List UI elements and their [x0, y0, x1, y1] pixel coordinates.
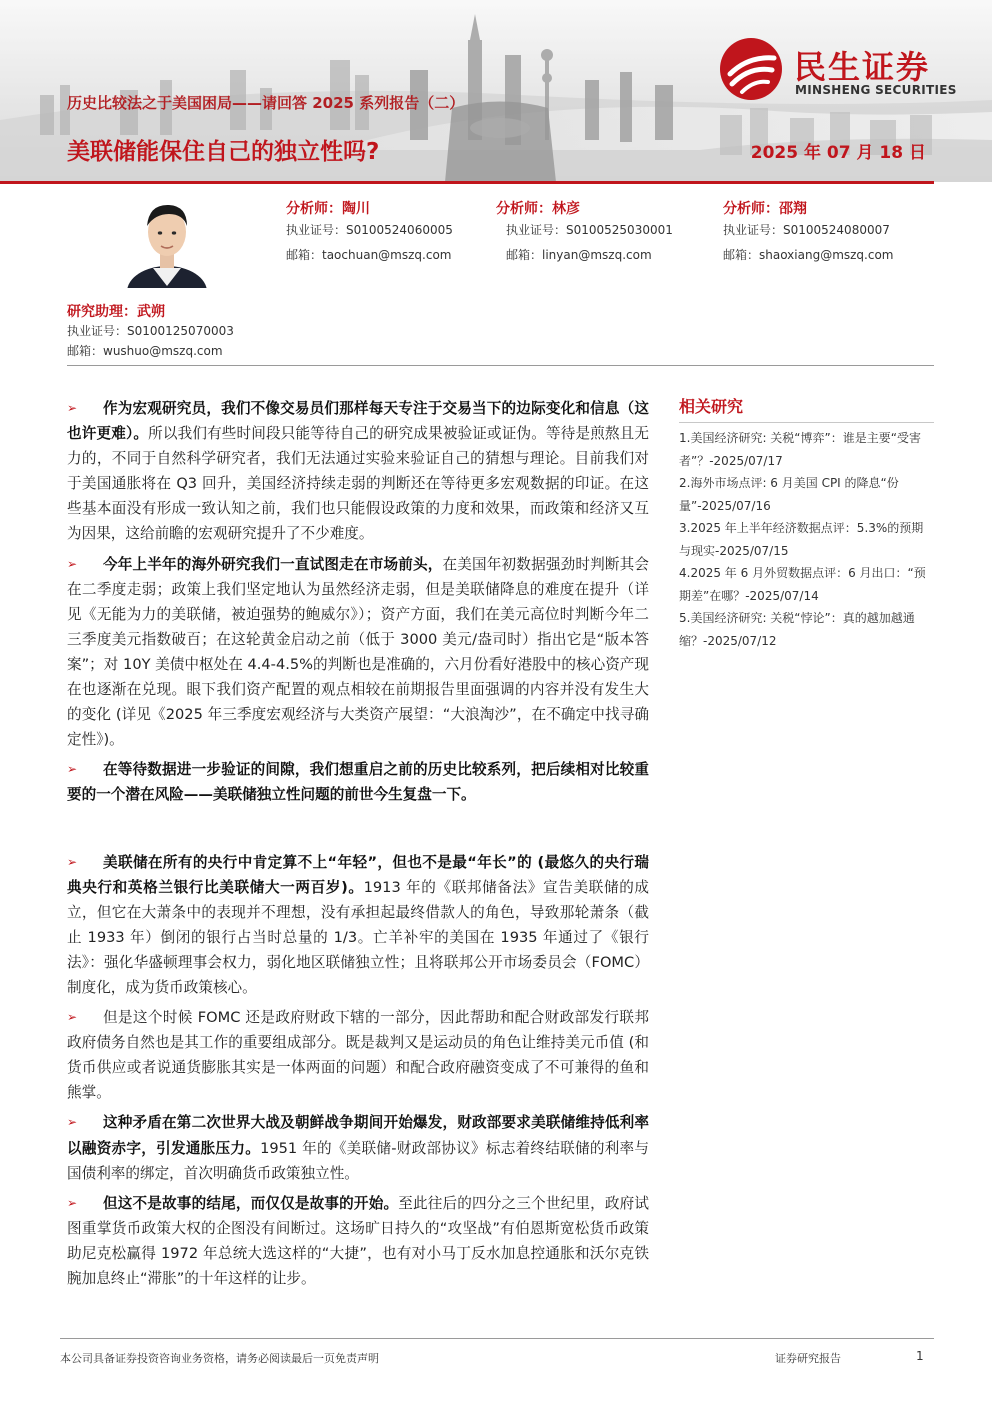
- footer-disclaimer: 本公司具备证券投资咨询业务资格，请务必阅读最后一页免责声明: [60, 1352, 379, 1365]
- page-number: 1: [916, 1349, 924, 1363]
- paragraph-lead: 作为宏观研究员，我们不像交易员们那样每天专注于交易当下的边际变化和信息（这也许更难）。: [67, 400, 649, 443]
- footer-doc-type: 证券研究报告: [775, 1352, 841, 1365]
- header-divider: [0, 181, 934, 184]
- header-banner: [0, 0, 992, 182]
- section-divider: [67, 365, 934, 366]
- paragraph: [67, 1191, 649, 1291]
- analyst-license: 执业证号：S0100524060005: [286, 223, 453, 237]
- paragraph-text: 至此往后的四分之三个世纪里，政府试图重掌货币政策大权的企图没有间断过。这场旷日持久的“攻坚战”有伯恩斯宽松货币政策助尼克松赢得 1972 年总统大选这样的“大捷”，也有对小马丁反水加息控通胀和沃尔克铁腕加息终止“滞胀”的十年这样的让步。: [67, 1194, 649, 1287]
- paragraph: [67, 1110, 649, 1185]
- bullet-arrow-icon: ➢: [67, 1195, 78, 1210]
- paragraph: [67, 552, 649, 753]
- related-research-sidebar: [679, 396, 934, 652]
- analyst-name: 分析师：陶川: [286, 201, 370, 217]
- report-series: 历史比较法之于美国困局——请回答 2025 系列报告（二）: [67, 94, 465, 112]
- assistant-email: 邮箱：wushuo@mszq.com: [67, 344, 223, 358]
- analyst-name: 分析师：林彦: [496, 201, 580, 217]
- related-research-item[interactable]: 1.美国经济研究: 关税“博弈”：谁是主要“受害者”？-2025/07/17: [679, 431, 921, 468]
- related-research-title: 相关研究: [679, 396, 934, 423]
- paragraph-lead: 美联储在所有的央行中肯定算不上“年轻”，但也不是最“年长”的 (最悠久的央行瑞典央行和英格兰银行比美联储大一两百岁)。: [67, 853, 649, 896]
- assistant-license: 执业证号：S0100125070003: [67, 324, 234, 338]
- minsheng-logo: [718, 36, 968, 102]
- paragraph: [67, 1005, 649, 1105]
- paragraph-lead: 在等待数据进一步验证的间隙，我们想重启之前的历史比较系列，把后续相对比较重要的一个潜在风险——美联储独立性问题的前世今生复盘一下。: [67, 761, 649, 804]
- minsheng-logo-icon: [718, 36, 784, 102]
- paragraph-text: 1951 年的《美联储-财政部协议》标志着终结联储的利率与国债利率的绑定，首次明确货币政策独立性。: [67, 1139, 649, 1182]
- analyst-block-1: [286, 200, 453, 268]
- bullet-arrow-icon: ➢: [67, 1010, 78, 1025]
- analyst-email: 邮箱：shaoxiang@mszq.com: [723, 248, 894, 262]
- related-research-item[interactable]: 4.2025 年 6 月外贸数据点评：6 月出口：“预期差”在哪？-2025/07/14: [679, 566, 926, 603]
- bullet-arrow-icon: ➢: [67, 401, 78, 415]
- analyst-name: 分析师：邵翔: [723, 201, 807, 217]
- analyst-license: 执业证号：S0100524080007: [723, 223, 890, 237]
- report-body: [67, 396, 649, 1296]
- bullet-arrow-icon: ➢: [67, 556, 78, 571]
- paragraph-lead: 但这不是故事的结尾，而仅仅是故事的开始。: [103, 1194, 399, 1212]
- brand-name-cn: 民生证券: [794, 48, 931, 86]
- bullet-arrow-icon: ➢: [67, 762, 78, 777]
- paragraph: [67, 850, 649, 1001]
- research-assistant-block: [67, 303, 234, 361]
- footer-divider: [60, 1338, 934, 1339]
- paragraph: [67, 757, 649, 807]
- related-research-item[interactable]: 2.海外市场点评: 6 月美国 CPI 的降息“份量”-2025/07/16: [679, 476, 899, 513]
- analyst-email: 邮箱：taochuan@mszq.com: [286, 248, 452, 262]
- related-research-item[interactable]: 3.2025 年上半年经济数据点评：5.3%的预期与现实-2025/07/15: [679, 521, 924, 558]
- paragraph-lead: 这种矛盾在第二次世界大战及朝鲜战争期间开始爆发，财政部要求美联储维持低利率以融资赤字，引发通胀压力。: [67, 1114, 649, 1157]
- brand-name-en: MINSHENG SECURITIES: [795, 83, 957, 97]
- paragraph-text: 1913 年的《联邦储备法》宣告美联储的成立，但它在大萧条中的表现并不理想，没有承担起最终借款人的角色，导致那轮萧条（截止 1933 年）倒闭的银行占当时总量的 1/3。亡羊补牢的美国在 1935 年通过了《银行法》：强化华盛顿理事会权力，弱化地区联储独立性；且将联邦公开市场委员会（FOMC）制度化，成为货币政策核心。: [67, 878, 650, 996]
- report-date: 2025 年 07 月 18 日: [750, 143, 926, 163]
- report-title: 美联储能保住自己的独立性吗?: [67, 139, 380, 165]
- paragraph: [67, 396, 649, 547]
- paragraph-text: 在美国年初数据强劲时判断其会在二季度走弱；政策上我们坚定地认为虽然经济走弱，但是美联储降息的难度在提升（详见《无能为力的美联储，被迫强势的鲍威尔》）；资产方面，我们在美元高位时判断今年二三季度美元指数破百；在这轮黄金启动之前（低于 3000 美元/盎司时）指出它是“版本答案”；对 10Y 美债中枢处在 4.4-4.5%的判断也是准确的，六月份看好港股中的核心资产现在也逐渐在兑现。眼下我们资产配置的观点相较在前期报告里面强调的内容并没有发生大的变化 (详见《2025 年三季度宏观经济与大类资产展望：“大浪淘沙”，在不确定中找寻确定性》)。: [67, 555, 649, 749]
- analyst-email: 邮箱：linyan@mszq.com: [506, 248, 652, 262]
- analyst-block-2: [496, 200, 673, 268]
- related-research-item[interactable]: 5.美国经济研究: 关税“悖论”：真的越加越通缩？-2025/07/12: [679, 611, 915, 648]
- paragraph-lead: 今年上半年的海外研究我们一直试图走在市场前头，: [103, 555, 443, 573]
- bullet-arrow-icon: ➢: [67, 854, 78, 869]
- paragraph-gap: [67, 813, 649, 850]
- analyst-photo: [123, 190, 211, 288]
- paragraph-text: 所以我们有些时间段只能等待自己的研究成果被验证或证伪。等待是煎熬且无力的，不同于自然科学研究者，我们无法通过实验来验证自己的猜想与理论。目前我们对于美国通胀将在 Q3 回升，美国经济持续走弱的判断还在等待更多宏观数据的印证。在这些基本面没有形成一致认知之前，我们也只能假设政策的力度和效果，而政策和经济又互为因果，这给前瞻的宏观研究提升了不少难度。: [67, 425, 649, 543]
- analyst-license: 执业证号：S0100525030001: [506, 223, 673, 237]
- assistant-name: 研究助理：武朔: [67, 304, 165, 320]
- bullet-arrow-icon: ➢: [67, 1115, 78, 1130]
- paragraph-text: 但是这个时候 FOMC 还是政府财政下辖的一部分，因此帮助和配合财政部发行联邦政府债务自然也是其工作的重要组成部分。既是裁判又是运动员的角色让维持美元币值 (和货币供应或者说通货膨胀其实是一体两面的问题）和配合政府融资变成了不可兼得的鱼和熊掌。: [67, 1009, 649, 1102]
- analyst-block-3: [723, 200, 894, 268]
